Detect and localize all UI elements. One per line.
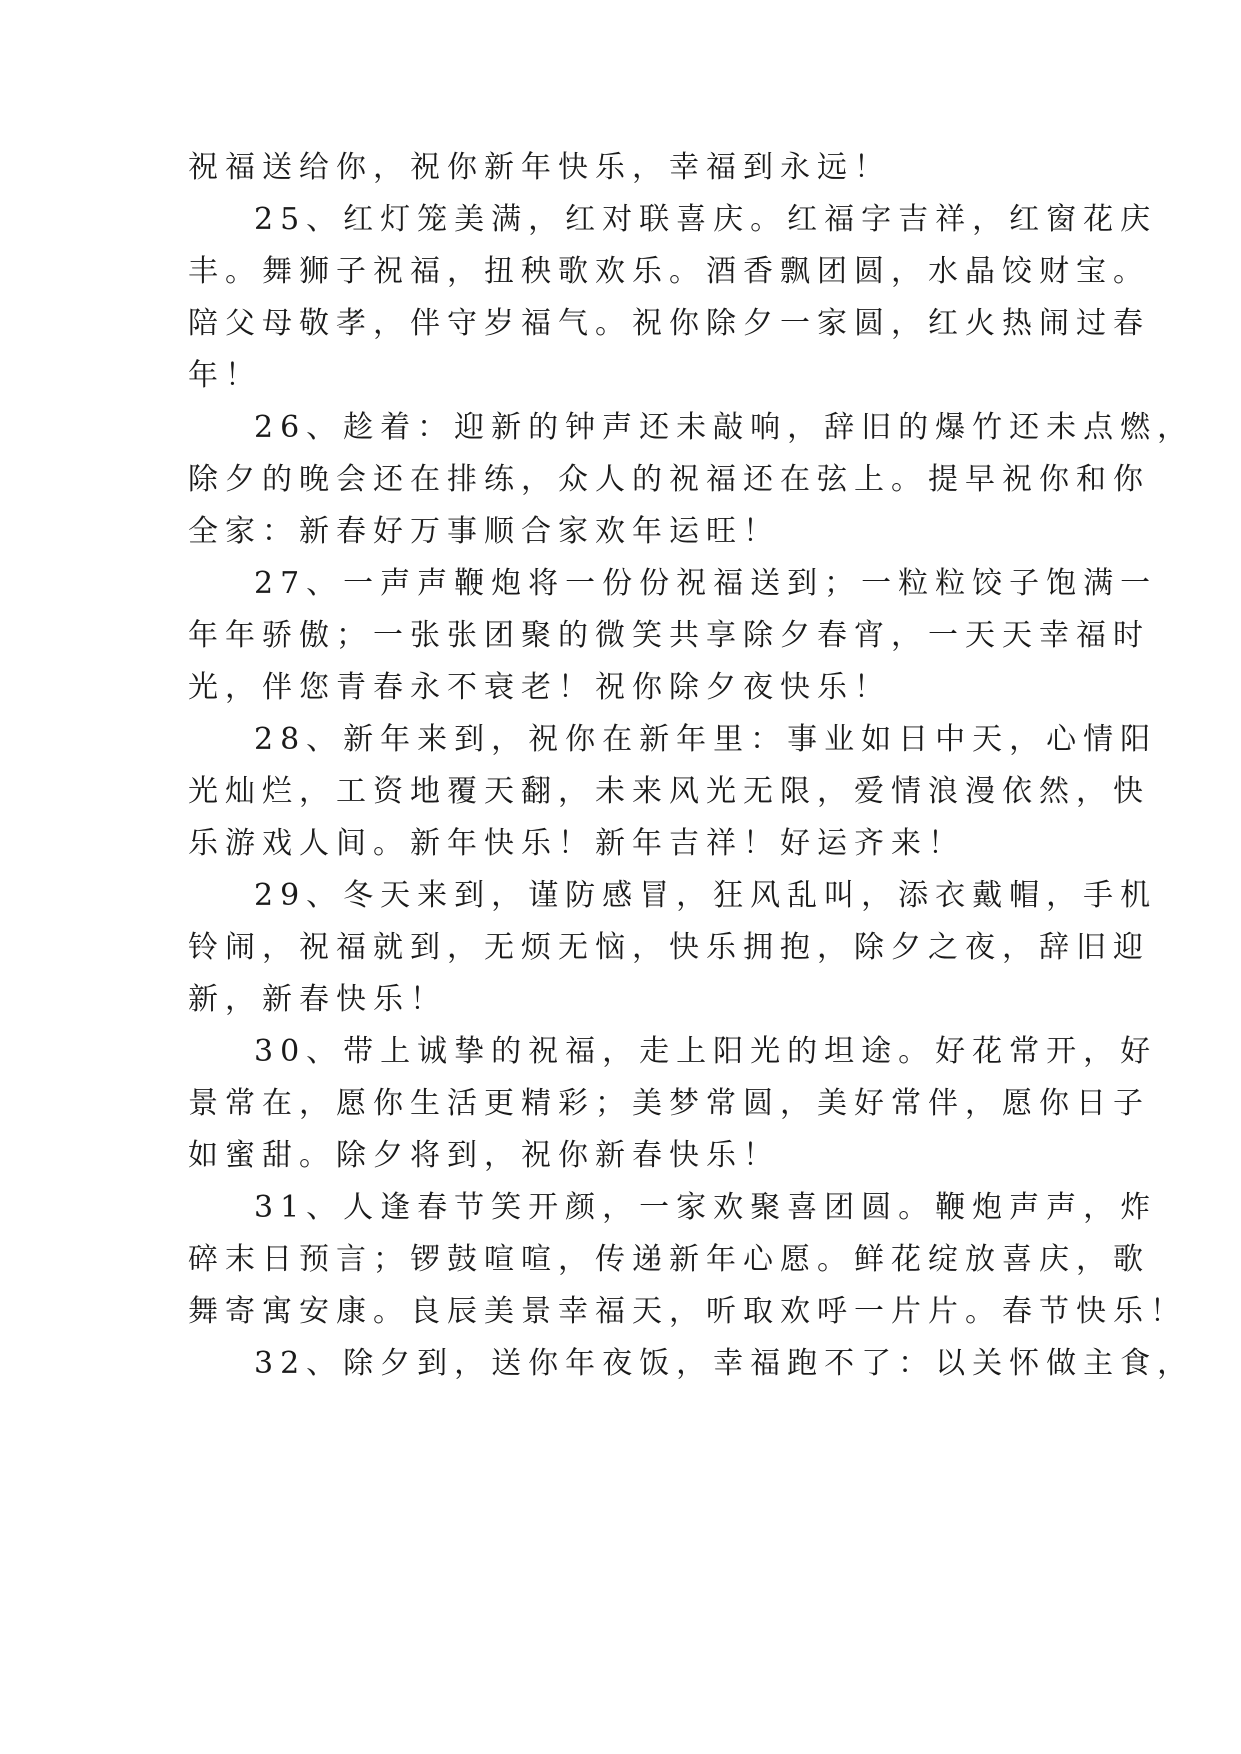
text-line: 铃闹，祝福就到，无烦无恼，快乐拥抱，除夕之夜，辞旧迎 (188, 930, 1150, 965)
text-line: 全家：新春好万事顺合家欢年运旺！ (188, 514, 780, 549)
text-line: 祝福送给你，祝你新年快乐，幸福到永远！ (188, 150, 891, 185)
text-line: 31、人逢春节笑开颜，一家欢聚喜团圆。鞭炮声声，炸 (254, 1190, 1158, 1225)
text-line: 32、除夕到，送你年夜饭，幸福跑不了：以关怀做主食， (254, 1346, 1195, 1381)
text-line: 景常在，愿你生活更精彩；美梦常圆，美好常伴，愿你日子 (188, 1086, 1150, 1121)
text-line: 28、新年来到，祝你在新年里：事业如日中天，心情阳 (254, 722, 1158, 757)
text-line: 除夕的晚会还在排练，众人的祝福还在弦上。提早祝你和你 (188, 462, 1150, 497)
text-line: 陪父母敬孝，伴守岁福气。祝你除夕一家圆，红火热闹过春 (188, 306, 1150, 341)
text-line: 如蜜甜。除夕将到，祝你新春快乐！ (188, 1138, 780, 1173)
text-line: 27、一声声鞭炮将一份份祝福送到；一粒粒饺子饱满一 (254, 566, 1158, 601)
text-line: 年年骄傲；一张张团聚的微笑共享除夕春宵，一天天幸福时 (188, 618, 1150, 653)
text-line: 丰。舞狮子祝福，扭秧歌欢乐。酒香飘团圆，水晶饺财宝。 (188, 254, 1150, 289)
text-line: 光，伴您青春永不衰老！祝你除夕夜快乐！ (188, 670, 891, 705)
text-line: 25、红灯笼美满，红对联喜庆。红福字吉祥，红窗花庆 (254, 202, 1158, 237)
text-line: 乐游戏人间。新年快乐！新年吉祥！好运齐来！ (188, 826, 965, 861)
text-line: 碎末日预言；锣鼓喧喧，传递新年心愿。鲜花绽放喜庆，歌 (188, 1242, 1150, 1277)
text-line: 新，新春快乐！ (188, 982, 447, 1017)
text-line: 29、冬天来到，谨防感冒，狂风乱叫，添衣戴帽，手机 (254, 878, 1158, 913)
text-line: 舞寄寓安康。良辰美景幸福天，听取欢呼一片片。春节快乐！ (188, 1294, 1187, 1329)
text-line: 30、带上诚挚的祝福，走上阳光的坦途。好花常开，好 (254, 1034, 1158, 1069)
text-line: 26、趁着：迎新的钟声还未敲响，辞旧的爆竹还未点燃， (254, 410, 1195, 445)
text-line: 光灿烂，工资地覆天翻，未来风光无限，爱情浪漫依然，快 (188, 774, 1150, 809)
text-line: 年！ (188, 358, 262, 393)
